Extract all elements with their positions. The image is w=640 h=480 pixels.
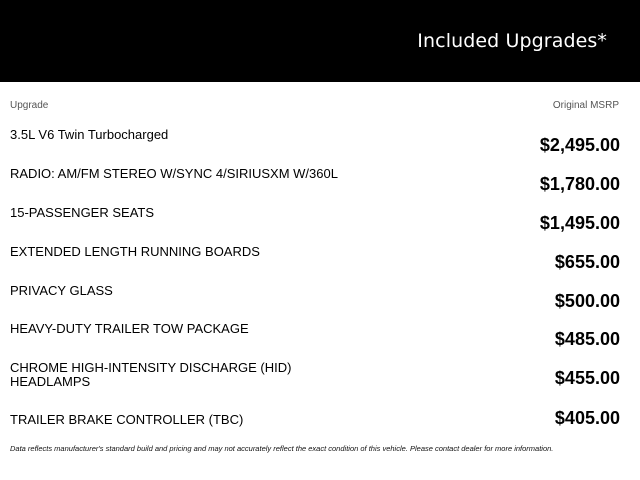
upgrade-price: $655.00	[554, 252, 620, 272]
upgrade-price: $405.00	[554, 408, 620, 428]
upgrade-name: 3.5L V6 Twin Turbocharged	[10, 127, 169, 142]
upgrade-price: $455.00	[554, 368, 620, 388]
table-row	[0, 322, 640, 362]
table-row	[0, 284, 640, 324]
upgrade-name: RADIO: AM/FM STEREO W/SYNC 4/SIRIUSXM W/360L	[10, 166, 338, 181]
upgrade-price: $2,495.00	[539, 135, 620, 155]
upgrade-name: PRIVACY GLASS	[10, 283, 113, 298]
upgrade-name: 15-PASSENGER SEATS	[10, 205, 155, 220]
disclaimer-text: Data reflects manufacturer's standard build and pricing and may not accurately reflect the exact condition of this vehicle. Please contact dealer for more information.	[10, 444, 554, 453]
upgrade-price: $485.00	[554, 329, 620, 349]
column-header-upgrade: Upgrade	[10, 100, 49, 111]
table-row	[0, 128, 640, 168]
column-header-msrp: Original MSRP	[552, 100, 619, 111]
table-row	[0, 245, 640, 285]
table-row	[0, 361, 640, 401]
header-bar	[0, 0, 640, 82]
upgrade-name: TRAILER BRAKE CONTROLLER (TBC)	[10, 412, 244, 427]
upgrade-price: $500.00	[554, 291, 620, 311]
upgrade-price: $1,495.00	[539, 213, 620, 233]
upgrade-price: $1,780.00	[539, 174, 620, 194]
upgrade-name: CHROME HIGH-INTENSITY DISCHARGE (HID) HEADLAMPS	[10, 360, 292, 389]
page-title: Included Upgrades*	[417, 30, 607, 52]
upgrade-name: EXTENDED LENGTH RUNNING BOARDS	[10, 244, 260, 259]
upgrade-name: HEAVY-DUTY TRAILER TOW PACKAGE	[10, 321, 249, 336]
table-row	[0, 206, 640, 246]
table-row	[0, 167, 640, 207]
